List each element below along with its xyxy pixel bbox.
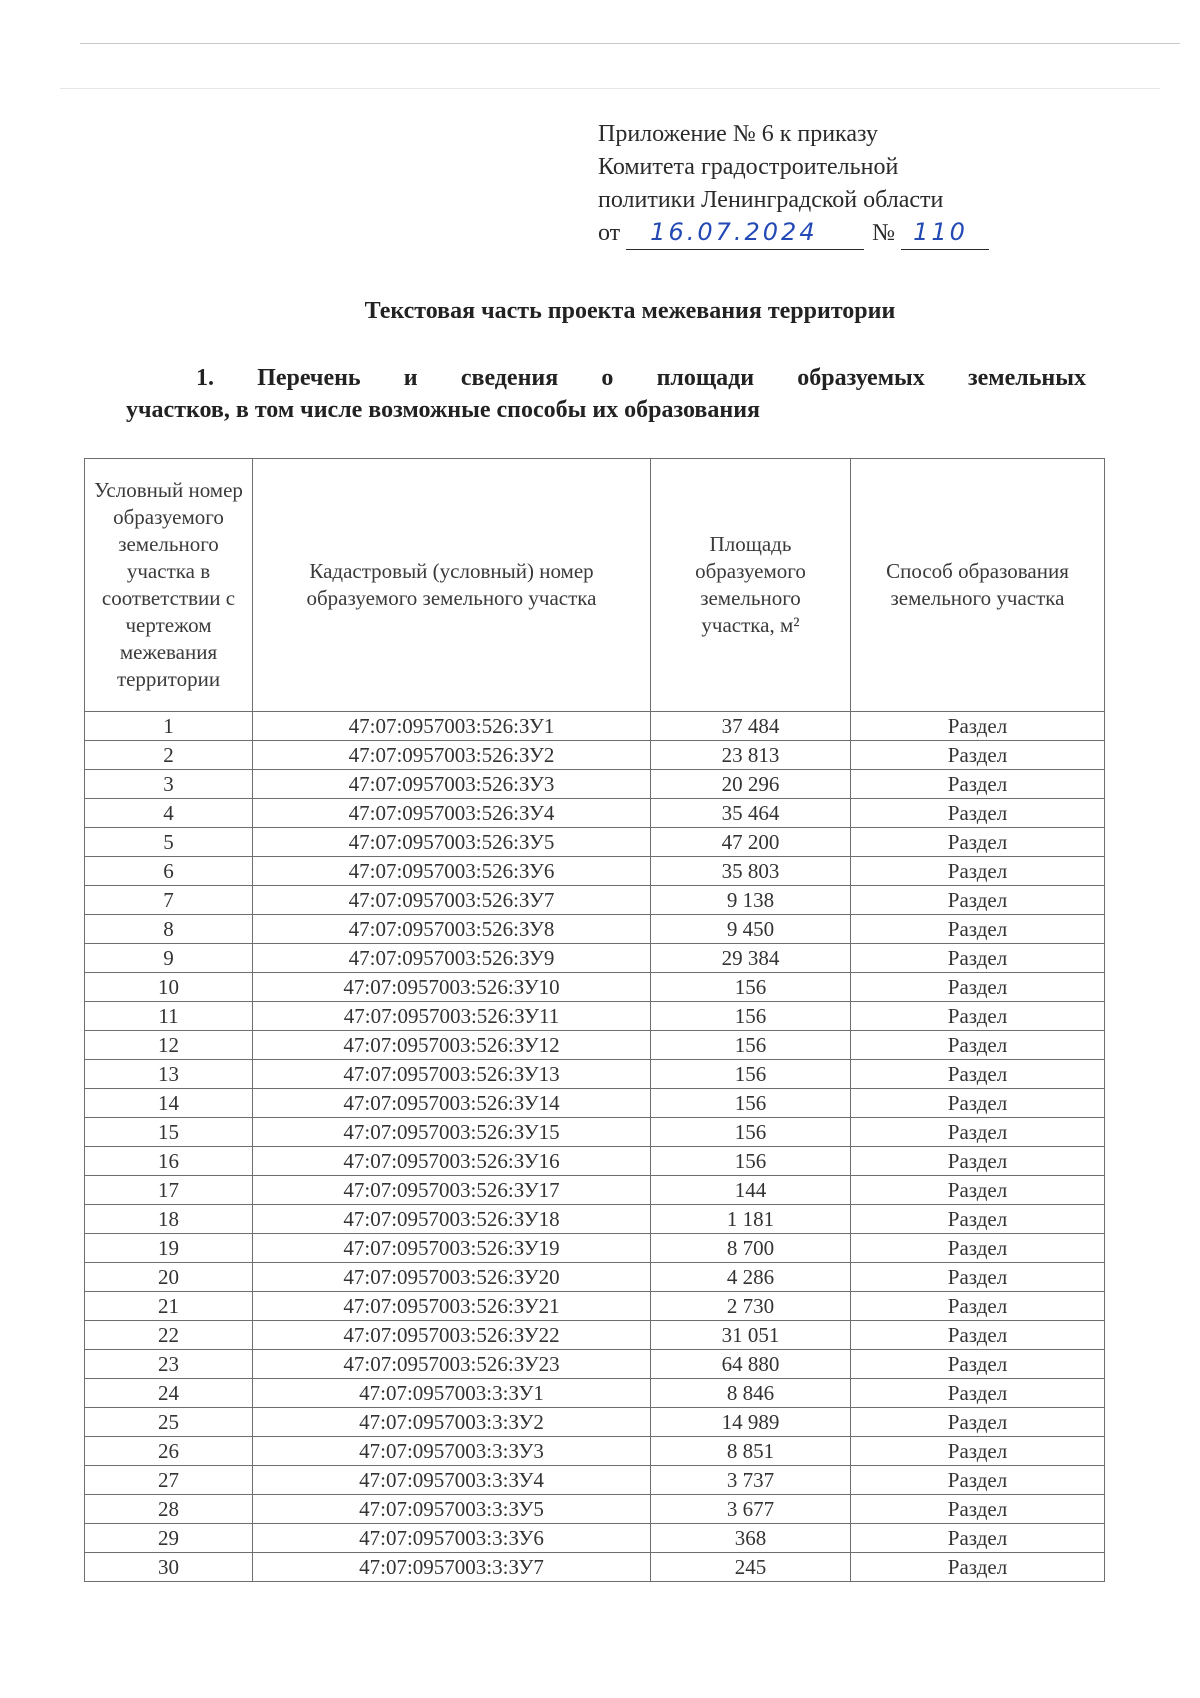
- cell-cadastral-number: 47:07:0957003:526:ЗУ6: [253, 857, 651, 886]
- document-title: Текстовая часть проекта межевания территории: [364, 298, 896, 324]
- cell-cadastral-number: 47:07:0957003:526:ЗУ15: [253, 1118, 651, 1147]
- cell-conditional-number: 4: [85, 799, 253, 828]
- cell-conditional-number: 11: [85, 1002, 253, 1031]
- cell-cadastral-number: 47:07:0957003:526:ЗУ7: [253, 886, 651, 915]
- cell-area: 3 677: [651, 1495, 851, 1524]
- cell-formation-method: Раздел: [851, 712, 1105, 741]
- cell-cadastral-number: 47:07:0957003:526:ЗУ18: [253, 1205, 651, 1234]
- cell-area: 156: [651, 973, 851, 1002]
- cell-formation-method: Раздел: [851, 1205, 1105, 1234]
- cell-cadastral-number: 47:07:0957003:526:ЗУ3: [253, 770, 651, 799]
- column-header-cadastral-number: Кадастровый (условный) номер образуемого земельного участка: [253, 459, 651, 712]
- table-row: [85, 1524, 1105, 1553]
- cell-cadastral-number: 47:07:0957003:526:ЗУ21: [253, 1292, 651, 1321]
- cell-area: 47 200: [651, 828, 851, 857]
- cell-conditional-number: 6: [85, 857, 253, 886]
- cell-conditional-number: 20: [85, 1263, 253, 1292]
- table-row: [85, 1408, 1105, 1437]
- cell-formation-method: Раздел: [851, 1176, 1105, 1205]
- cell-conditional-number: 26: [85, 1437, 253, 1466]
- appendix-header-line: Приложение № 6 к приказу: [598, 121, 878, 147]
- cell-conditional-number: 25: [85, 1408, 253, 1437]
- cell-area: 156: [651, 1118, 851, 1147]
- table-row: [85, 1495, 1105, 1524]
- cell-formation-method: Раздел: [851, 1350, 1105, 1379]
- cell-cadastral-number: 47:07:0957003:3:ЗУ2: [253, 1408, 651, 1437]
- table-row: [85, 1466, 1105, 1495]
- cell-conditional-number: 1: [85, 712, 253, 741]
- cell-formation-method: Раздел: [851, 1118, 1105, 1147]
- table-row: [85, 1031, 1105, 1060]
- cell-area: 23 813: [651, 741, 851, 770]
- order-date-handwritten: 16.07.2024: [650, 218, 818, 246]
- cell-cadastral-number: 47:07:0957003:526:ЗУ1: [253, 712, 651, 741]
- cell-conditional-number: 18: [85, 1205, 253, 1234]
- cell-conditional-number: 8: [85, 915, 253, 944]
- cell-area: 144: [651, 1176, 851, 1205]
- cell-area: 156: [651, 1147, 851, 1176]
- cell-area: 20 296: [651, 770, 851, 799]
- table-header-row: [85, 459, 1105, 712]
- cell-formation-method: Раздел: [851, 770, 1105, 799]
- cell-formation-method: Раздел: [851, 886, 1105, 915]
- table-row: [85, 1176, 1105, 1205]
- table-row: [85, 944, 1105, 973]
- table-row: [85, 1321, 1105, 1350]
- cell-cadastral-number: 47:07:0957003:3:ЗУ4: [253, 1466, 651, 1495]
- cell-formation-method: Раздел: [851, 828, 1105, 857]
- cell-cadastral-number: 47:07:0957003:526:ЗУ17: [253, 1176, 651, 1205]
- cell-cadastral-number: 47:07:0957003:3:ЗУ7: [253, 1553, 651, 1582]
- cell-cadastral-number: 47:07:0957003:3:ЗУ1: [253, 1379, 651, 1408]
- column-header-formation-method: Способ образования земельного участка: [851, 459, 1105, 712]
- cell-area: 8 846: [651, 1379, 851, 1408]
- cell-area: 4 286: [651, 1263, 851, 1292]
- cell-area: 245: [651, 1553, 851, 1582]
- table-row: [85, 886, 1105, 915]
- table-row: [85, 857, 1105, 886]
- table-row: [85, 1350, 1105, 1379]
- land-plots-table: [84, 458, 1105, 1582]
- cell-area: 9 450: [651, 915, 851, 944]
- table-row: [85, 770, 1105, 799]
- cell-formation-method: Раздел: [851, 944, 1105, 973]
- scan-artifact-line: [60, 88, 1160, 89]
- cell-cadastral-number: 47:07:0957003:526:ЗУ4: [253, 799, 651, 828]
- cell-formation-method: Раздел: [851, 1466, 1105, 1495]
- cell-area: 368: [651, 1524, 851, 1553]
- table-row: [85, 1060, 1105, 1089]
- cell-area: 8 700: [651, 1234, 851, 1263]
- cell-cadastral-number: 47:07:0957003:3:ЗУ6: [253, 1524, 651, 1553]
- cell-formation-method: Раздел: [851, 1002, 1105, 1031]
- cell-conditional-number: 12: [85, 1031, 253, 1060]
- cell-conditional-number: 21: [85, 1292, 253, 1321]
- table-row: [85, 1205, 1105, 1234]
- cell-formation-method: Раздел: [851, 1321, 1105, 1350]
- table-row: [85, 712, 1105, 741]
- cell-area: 37 484: [651, 712, 851, 741]
- cell-cadastral-number: 47:07:0957003:526:ЗУ5: [253, 828, 651, 857]
- cell-conditional-number: 22: [85, 1321, 253, 1350]
- cell-conditional-number: 30: [85, 1553, 253, 1582]
- cell-area: 9 138: [651, 886, 851, 915]
- cell-area: 156: [651, 1089, 851, 1118]
- cell-formation-method: Раздел: [851, 741, 1105, 770]
- cell-area: 2 730: [651, 1292, 851, 1321]
- cell-cadastral-number: 47:07:0957003:526:ЗУ16: [253, 1147, 651, 1176]
- table-row: [85, 1089, 1105, 1118]
- cell-cadastral-number: 47:07:0957003:526:ЗУ12: [253, 1031, 651, 1060]
- cell-formation-method: Раздел: [851, 915, 1105, 944]
- cell-area: 35 803: [651, 857, 851, 886]
- cell-area: 31 051: [651, 1321, 851, 1350]
- cell-cadastral-number: 47:07:0957003:526:ЗУ14: [253, 1089, 651, 1118]
- cell-formation-method: Раздел: [851, 857, 1105, 886]
- cell-cadastral-number: 47:07:0957003:526:ЗУ13: [253, 1060, 651, 1089]
- table-row: [85, 1118, 1105, 1147]
- cell-formation-method: Раздел: [851, 1263, 1105, 1292]
- appendix-header-line: Комитета градостроительной: [598, 154, 899, 180]
- table-row: [85, 973, 1105, 1002]
- section-heading-line: 1. Перечень и сведения о площади образуемых земельных: [196, 365, 1086, 391]
- cell-conditional-number: 10: [85, 973, 253, 1002]
- table-row: [85, 1292, 1105, 1321]
- table-row: [85, 915, 1105, 944]
- cell-formation-method: Раздел: [851, 1408, 1105, 1437]
- cell-formation-method: Раздел: [851, 799, 1105, 828]
- cell-area: 14 989: [651, 1408, 851, 1437]
- table-row: [85, 1379, 1105, 1408]
- table-row: [85, 1234, 1105, 1263]
- cell-conditional-number: 29: [85, 1524, 253, 1553]
- cell-cadastral-number: 47:07:0957003:526:ЗУ22: [253, 1321, 651, 1350]
- cell-formation-method: Раздел: [851, 1089, 1105, 1118]
- table-row: [85, 828, 1105, 857]
- section-heading: [126, 362, 1086, 426]
- order-number-handwritten: 110: [913, 218, 968, 246]
- cell-cadastral-number: 47:07:0957003:526:ЗУ2: [253, 741, 651, 770]
- cell-formation-method: Раздел: [851, 1060, 1105, 1089]
- cell-cadastral-number: 47:07:0957003:526:ЗУ8: [253, 915, 651, 944]
- order-number-field: [901, 218, 989, 250]
- cell-conditional-number: 17: [85, 1176, 253, 1205]
- table-row: [85, 741, 1105, 770]
- table-row: [85, 1437, 1105, 1466]
- cell-area: 8 851: [651, 1437, 851, 1466]
- section-heading-line: участков, в том числе возможные способы их образования: [126, 397, 761, 423]
- cell-area: 156: [651, 1060, 851, 1089]
- cell-formation-method: Раздел: [851, 1495, 1105, 1524]
- cell-conditional-number: 5: [85, 828, 253, 857]
- cell-formation-method: Раздел: [851, 1147, 1105, 1176]
- cell-formation-method: Раздел: [851, 1234, 1105, 1263]
- cell-formation-method: Раздел: [851, 1292, 1105, 1321]
- cell-area: 35 464: [651, 799, 851, 828]
- table-row: [85, 1263, 1105, 1292]
- cell-formation-method: Раздел: [851, 973, 1105, 1002]
- cell-area: 156: [651, 1002, 851, 1031]
- table-row: [85, 1147, 1105, 1176]
- scan-artifact-line: [80, 43, 1180, 44]
- appendix-header: [598, 118, 989, 250]
- cell-conditional-number: 7: [85, 886, 253, 915]
- cell-conditional-number: 2: [85, 741, 253, 770]
- from-label: от: [598, 220, 621, 246]
- cell-formation-method: Раздел: [851, 1524, 1105, 1553]
- cell-area: 64 880: [651, 1350, 851, 1379]
- cell-conditional-number: 27: [85, 1466, 253, 1495]
- cell-formation-method: Раздел: [851, 1437, 1105, 1466]
- appendix-header-line: политики Ленинградской области: [598, 187, 944, 213]
- cell-formation-method: Раздел: [851, 1031, 1105, 1060]
- cell-area: 1 181: [651, 1205, 851, 1234]
- cell-conditional-number: 9: [85, 944, 253, 973]
- cell-formation-method: Раздел: [851, 1553, 1105, 1582]
- cell-conditional-number: 28: [85, 1495, 253, 1524]
- cell-cadastral-number: 47:07:0957003:526:ЗУ19: [253, 1234, 651, 1263]
- order-date-field: [626, 218, 864, 250]
- cell-cadastral-number: 47:07:0957003:526:ЗУ20: [253, 1263, 651, 1292]
- cell-cadastral-number: 47:07:0957003:526:ЗУ10: [253, 973, 651, 1002]
- cell-formation-method: Раздел: [851, 1379, 1105, 1408]
- cell-area: 29 384: [651, 944, 851, 973]
- cell-conditional-number: 16: [85, 1147, 253, 1176]
- cell-cadastral-number: 47:07:0957003:526:ЗУ11: [253, 1002, 651, 1031]
- cell-conditional-number: 13: [85, 1060, 253, 1089]
- cell-conditional-number: 24: [85, 1379, 253, 1408]
- cell-area: 156: [651, 1031, 851, 1060]
- cell-area: 3 737: [651, 1466, 851, 1495]
- cell-cadastral-number: 47:07:0957003:526:ЗУ9: [253, 944, 651, 973]
- table-body: [85, 712, 1105, 1582]
- cell-cadastral-number: 47:07:0957003:3:ЗУ5: [253, 1495, 651, 1524]
- cell-conditional-number: 23: [85, 1350, 253, 1379]
- cell-conditional-number: 3: [85, 770, 253, 799]
- cell-conditional-number: 14: [85, 1089, 253, 1118]
- cell-conditional-number: 19: [85, 1234, 253, 1263]
- table-row: [85, 799, 1105, 828]
- number-label: №: [872, 220, 896, 246]
- table-row: [85, 1002, 1105, 1031]
- cell-cadastral-number: 47:07:0957003:526:ЗУ23: [253, 1350, 651, 1379]
- column-header-conditional-number: Условный номер образуемого земельного участка в соответствии с чертежом межевания территории: [85, 459, 253, 712]
- column-header-area: Площадь образуемого земельного участка, м²: [651, 459, 851, 712]
- order-date-line: [598, 217, 989, 250]
- cell-conditional-number: 15: [85, 1118, 253, 1147]
- table-row: [85, 1553, 1105, 1582]
- cell-cadastral-number: 47:07:0957003:3:ЗУ3: [253, 1437, 651, 1466]
